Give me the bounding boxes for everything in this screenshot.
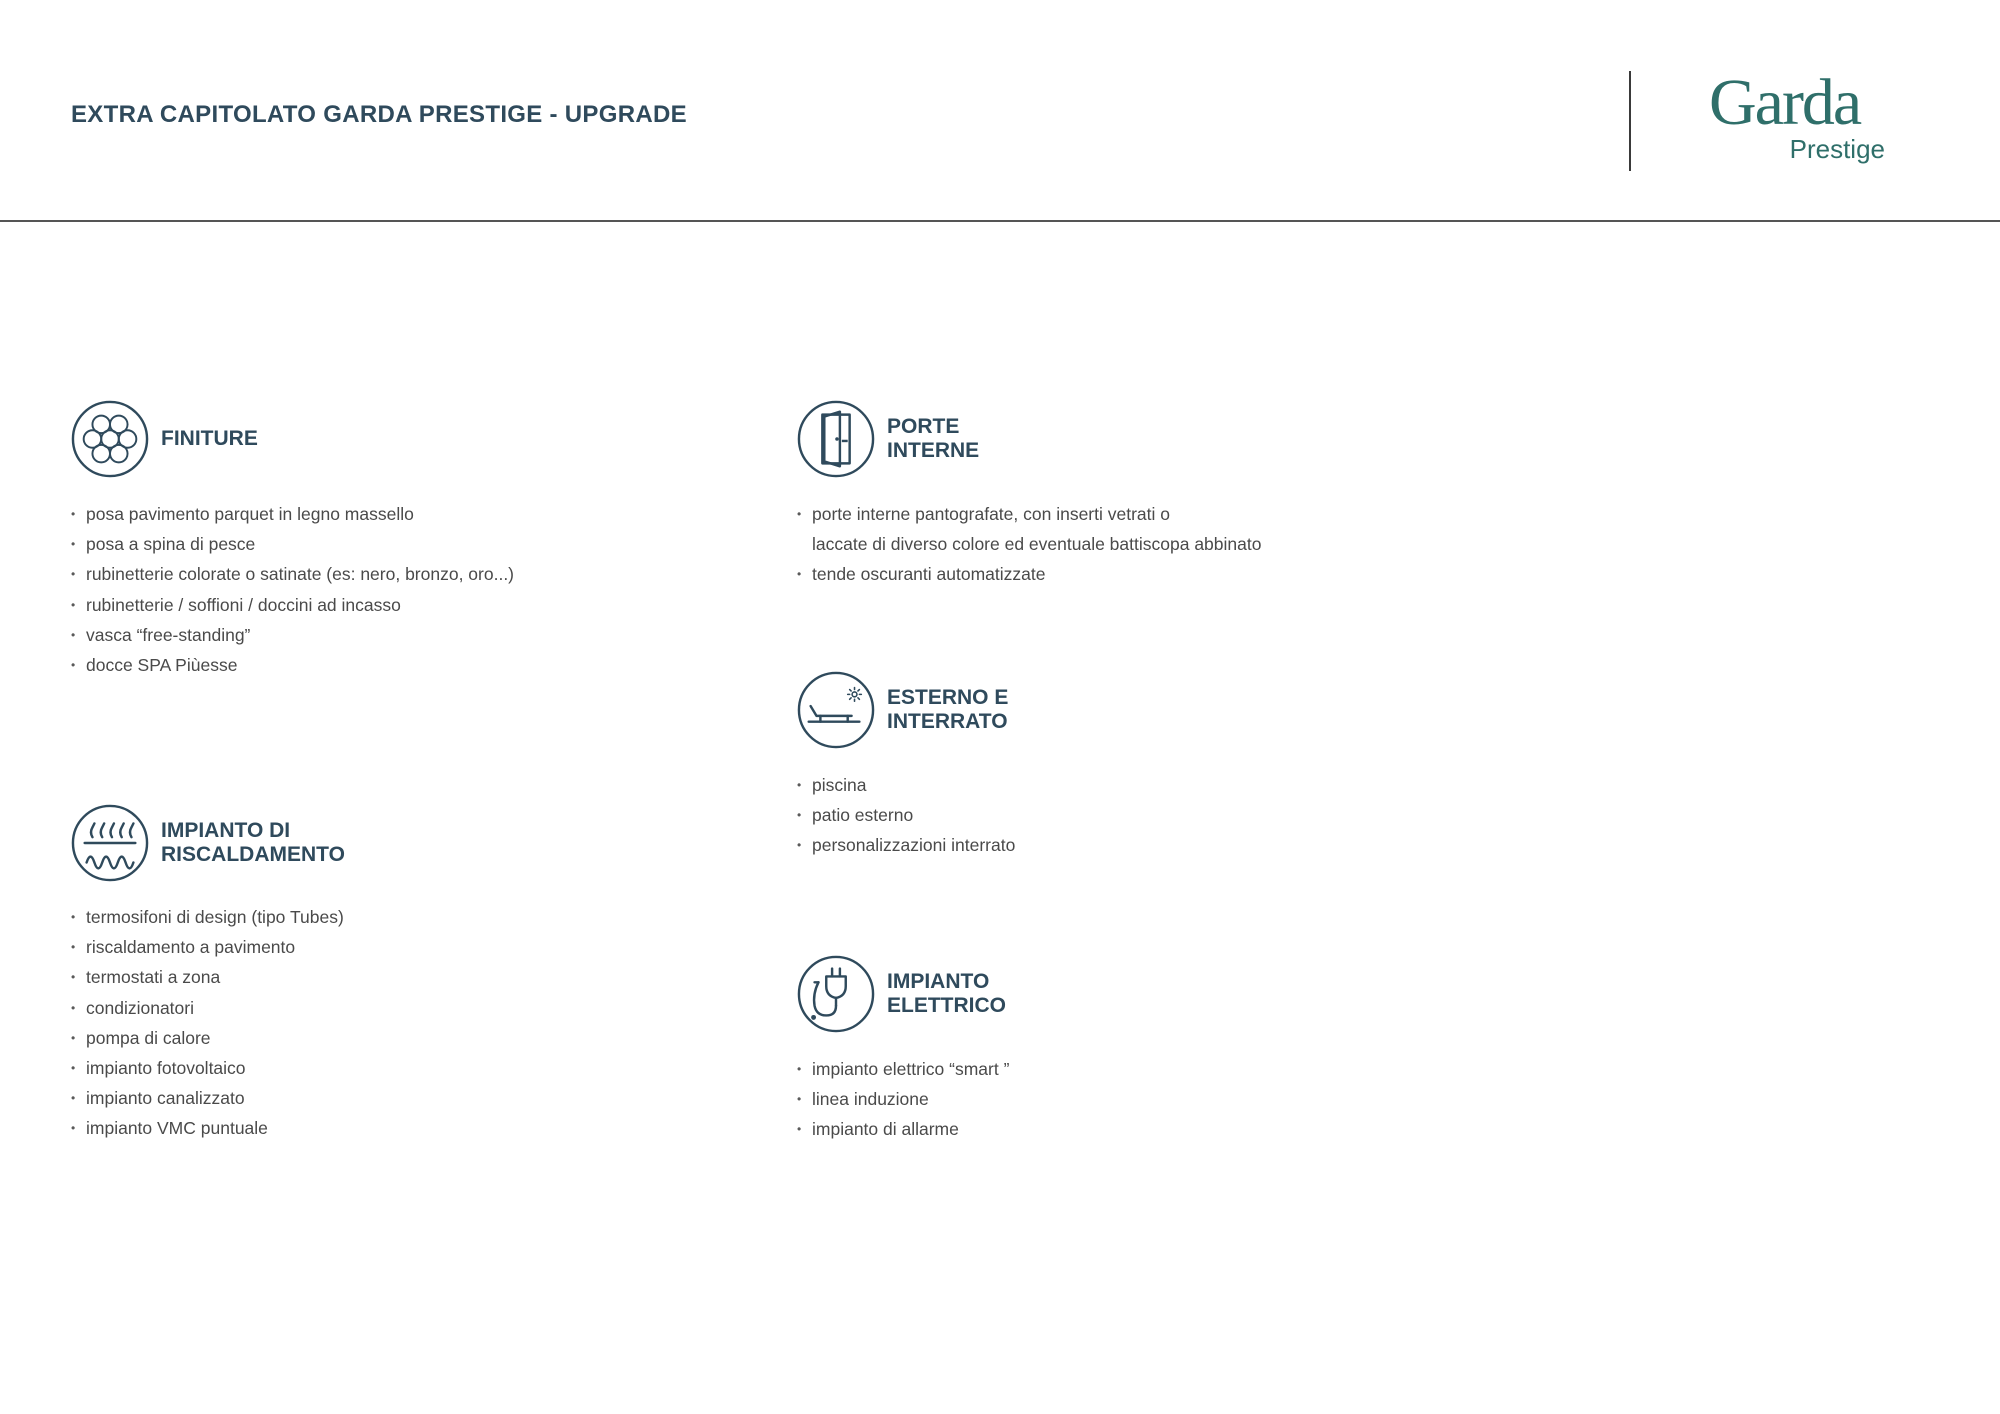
list-item (797, 499, 1261, 559)
door-icon (797, 400, 875, 478)
list-item-text-continued: laccate di diverso colore ed eventuale battiscopa abbinato (812, 534, 1262, 555)
tiles-icon (71, 400, 149, 478)
header-divider (1629, 71, 1631, 171)
list-item: • posa a spina di pesce (71, 529, 514, 559)
sunbed-icon (797, 671, 875, 749)
heating-icon (71, 804, 149, 882)
item-list (71, 902, 344, 1144)
section-title-line2: RISCALDAMENTO (161, 843, 345, 866)
section-header (797, 955, 1147, 1033)
section-title-line1: IMPIANTO (887, 970, 990, 993)
list-item: • docce SPA Piùesse (71, 650, 514, 680)
garda-prestige-logo (1705, 66, 1885, 170)
item-list (797, 1054, 1009, 1145)
list-item: • impianto VMC puntuale (71, 1113, 344, 1143)
section-title-line2: INTERRATO (887, 710, 1008, 733)
list-item: • personalizzazioni interrato (797, 830, 1015, 860)
section-title-line2: ELETTRICO (887, 994, 1006, 1017)
list-item: • impianto elettrico “smart ” (797, 1054, 1009, 1084)
section-title (161, 427, 421, 451)
section-esterno-interrato (797, 671, 1147, 856)
section-title (887, 970, 1147, 1018)
list-item: • impianto di allarme (797, 1114, 1009, 1144)
list-item: • termosifoni di design (tipo Tubes) (71, 902, 344, 932)
list-item: • vasca “free-standing” (71, 620, 514, 650)
section-header (71, 804, 421, 882)
list-item: • termostati a zona (71, 962, 344, 992)
section-title (887, 686, 1147, 734)
section-riscaldamento (71, 804, 421, 1139)
section-porte-interne (797, 400, 1262, 585)
list-item: • patio esterno (797, 800, 1015, 830)
logo-wordmark-garda: Garda (1709, 66, 1861, 139)
list-item: • posa pavimento parquet in legno massello (71, 499, 514, 529)
logo-wordmark-prestige: Prestige (1789, 134, 1885, 164)
section-title-text: FINITURE (161, 427, 258, 450)
section-header (797, 671, 1147, 749)
list-item: • rubinetterie colorate o satinate (es: nero, bronzo, oro...) (71, 559, 514, 589)
list-item: • condizionatori (71, 993, 344, 1023)
list-item: • impianto fotovoltaico (71, 1053, 344, 1083)
section-header (797, 400, 1147, 478)
list-item: • impianto canalizzato (71, 1083, 344, 1113)
list-item: • riscaldamento a pavimento (71, 932, 344, 962)
section-title (887, 415, 1147, 463)
section-finiture (71, 400, 515, 676)
list-item: • linea induzione (797, 1084, 1009, 1114)
header-rule (0, 220, 2000, 222)
section-title-line2: INTERNE (887, 439, 980, 462)
document-title: EXTRA CAPITOLATO GARDA PRESTIGE - UPGRADE (71, 101, 687, 128)
list-item: • piscina (797, 770, 1015, 800)
plug-icon (797, 955, 875, 1033)
section-title-line1: IMPIANTO DI (161, 819, 291, 842)
list-item-text: porte interne pantografate, con inserti vetrati o (812, 504, 1170, 524)
list-item: • pompa di calore (71, 1023, 344, 1053)
list-item: • tende oscuranti automatizzate (797, 559, 1261, 589)
item-list (797, 770, 1015, 861)
section-header (71, 400, 421, 478)
section-title-line1: PORTE (887, 415, 960, 438)
section-title-line1: ESTERNO E (887, 686, 1009, 709)
item-list (71, 499, 514, 680)
section-impianto-elettrico (797, 955, 1147, 1140)
section-title (161, 819, 421, 867)
list-item: • rubinetterie / soffioni / doccini ad incasso (71, 590, 514, 620)
item-list (797, 499, 1261, 590)
